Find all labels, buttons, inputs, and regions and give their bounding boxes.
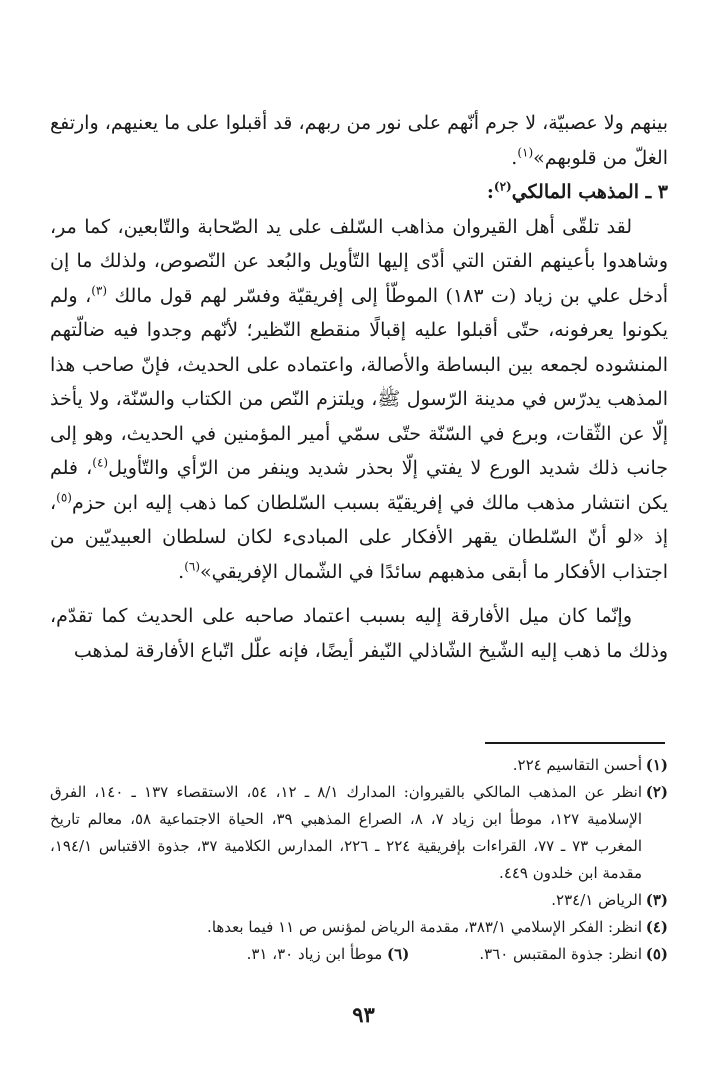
footnote-number: (٤) [645, 918, 668, 936]
paragraph-text: بينهم ولا عصبيّة، لا جرم أنّهم على نور من ربهم، قد أقبلوا على ما يعنيهم، وارتفع الغلّ من قلوبهم» [50, 112, 668, 169]
footnote-text: انظر عن المذهب المالكي بالقيروان: المدارك ٨/١ ـ ١٢، ٥٤، الاستقصاء ١٣٧ ـ ١٤٠، الفرق الإسلامية ١٢٧، موطأ ابن زياد ٧، ٨، الصراع المذهبي ٣٩، الحياة الاجتماعية ٥٨، معالم تاريخ المغرب ٧٣ ـ ٧٧، القراءات بإفريقية ٢٢٤ ـ ٢٢٦، المدارس الكلامية ٣٧، جذوة الاقتباس ١٩٤/١، مقدمة ابن خلدون ٤٤٩. [50, 783, 642, 882]
footnote [50, 941, 668, 968]
footnote-reference[interactable]: (٣) [91, 283, 108, 298]
paragraph [50, 210, 668, 590]
paragraph-text: ، إذ «لو أنّ السّلطان يقهر الأفكار على المبادىء لكان لسلطان العبيديّين من اجتذاب الأفكار ما أبقى مذهبهم سائدًا في الشّمال الإفريقي» [50, 491, 668, 583]
footnote-number: (٦) [387, 945, 410, 963]
paragraph-text: ، ولم يكونوا يعرفونه، حتّى أقبلوا عليه إقبالًا منقطع النّظير؛ لأنّهم وجدوا فيه ضالّتهم المنشوده لجمعه بين البساطة والأصالة، واعتماده على الحديث، فإنّ صاحب هذا المذهب يدرّس في مدينة الرّسول ﷺ، ويلتزم النّص من الكتاب والسّنّة، ولا يأخذ إلّا عن الثّقات، وبرع في السّنّة حتّى سمّي أمير المؤمنين في الحديث، وهو إلى جانب ذلك شديد الورع لا يفتي إلّا بحذر شديد وينفر من الرّأي والتّأويل [50, 284, 668, 479]
paragraph-continuation [50, 106, 668, 175]
footnote-number: (٣) [645, 891, 668, 909]
footnote [50, 779, 668, 887]
paragraph-text: وإنّما كان ميل الأفارقة إليه بسبب اعتماد صاحبه على الحديث كما تقدّم، وذلك ما ذهب إليه الشّيخ الشّاذلي النّيفر أيضًا، فإنه علّل اتّباع الأفارقة لمذهب [50, 605, 668, 662]
punctuation: : [486, 181, 494, 203]
paragraph-text: ، فلم يكن انتشار مذهب مالك في إفريقيّة بسبب السّلطان كما ذهب إليه ابن حزم [50, 457, 668, 514]
footnote [50, 914, 668, 941]
footnote-separator [485, 742, 665, 744]
punctuation: . [178, 560, 185, 583]
paragraph-text: لقد تلقّى أهل القيروان مذاهب السّلف على يد الصّحابة والتّابعين، كما مر، وشاهدوا بأعينهم الفتن التي أدّى إليها التّأويل والبُعد عن النّصوص، ولذلك ما إن أدخل علي بن زياد (ت ١٨٣) الموطّأ إلى إفريقيّة وفسّر لهم قول مالك [50, 215, 669, 307]
footnote-text: انظر: الفكر الإسلامي ٣٨٣/١، مقدمة الرياض لمؤنس ص ١١ فيما بعدها. [207, 918, 642, 936]
footnote-number: (٢) [645, 783, 668, 801]
section-heading [50, 175, 668, 210]
section-heading-text: ٣ ـ المذهب المالكي [511, 181, 668, 203]
footnote-text: أحسن التقاسيم ٢٢٤. [512, 756, 642, 774]
footnote-text: الرياض ٢٣٤/١. [551, 891, 642, 909]
footnote [50, 752, 668, 779]
footnote-text: انظر: جذوة المقتبس ٣٦٠. [479, 945, 642, 963]
footnote-reference[interactable]: (٦) [184, 559, 201, 574]
footnote-reference[interactable]: (٤) [92, 455, 109, 470]
footnotes [50, 752, 668, 968]
footnote-reference[interactable]: (١) [517, 145, 534, 160]
footnote-reference[interactable]: (٢) [493, 179, 512, 194]
footnote-text: موطأ ابن زياد ٣٠، ٣١. [246, 945, 383, 963]
paragraph [50, 599, 668, 668]
footnote [50, 887, 668, 914]
footnote-text [50, 941, 642, 968]
footnote-number: (٥) [645, 945, 668, 963]
punctuation: . [511, 146, 518, 169]
main-text [50, 106, 668, 668]
footnote-number: (١) [645, 756, 668, 774]
footnote-reference[interactable]: (٥) [56, 490, 72, 505]
page-number: ٩٣ [352, 1002, 375, 1027]
